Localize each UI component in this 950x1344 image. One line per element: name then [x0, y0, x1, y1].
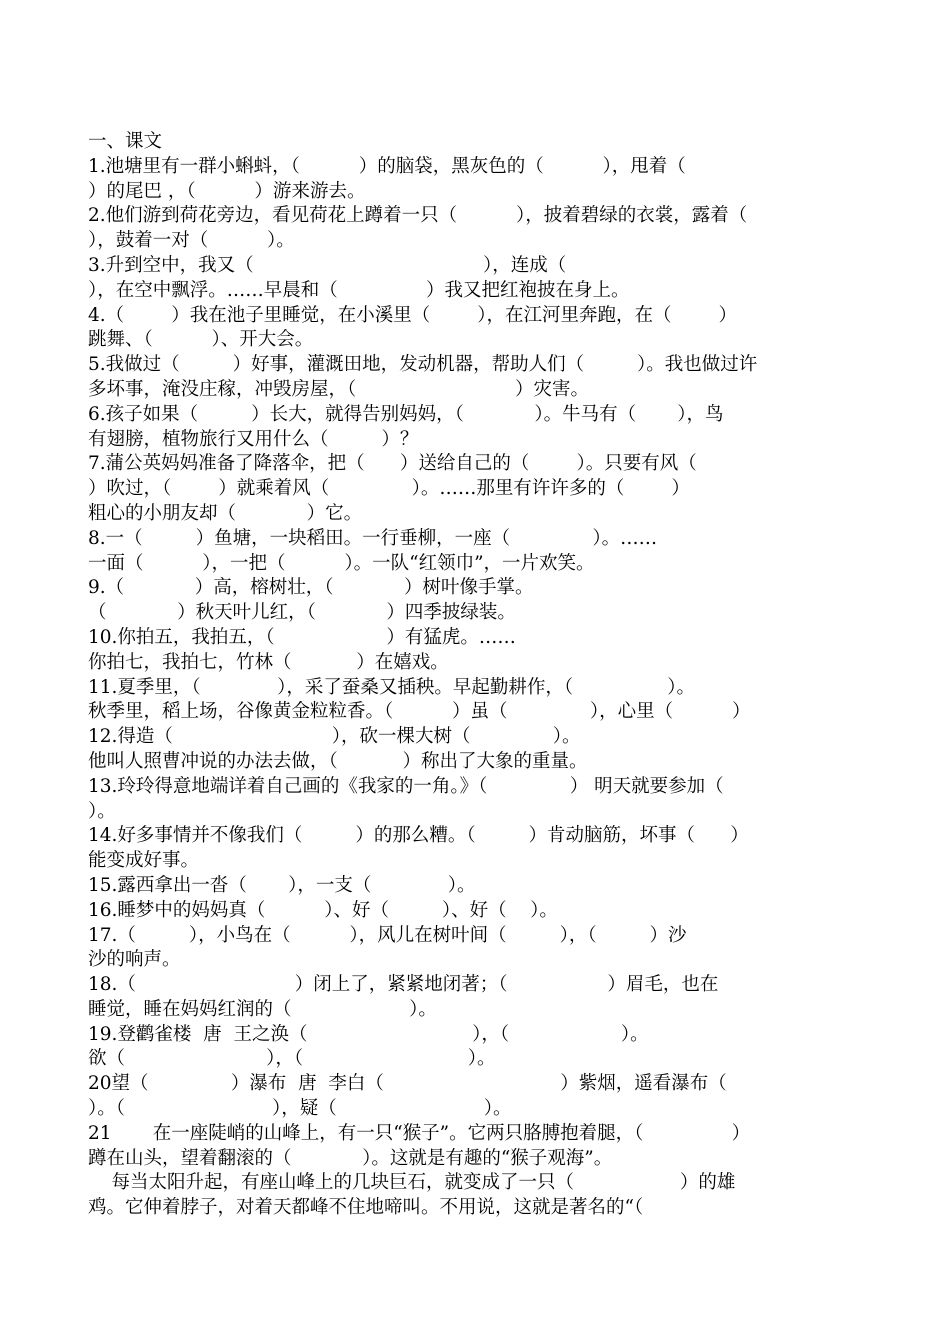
- text-line: 多坏事，淹没庄稼，冲毁房屋，（ ）灾害。: [88, 378, 590, 400]
- text-line: 沙的响声。: [88, 949, 181, 971]
- text-line: 睡觉，睡在妈妈红润的（ ）。: [88, 998, 437, 1020]
- text-line: 21 在一座陡峭的山峰上，有一只“猴子”。它两只胳膊抱着腿，（ ）: [88, 1122, 751, 1144]
- text-line: 秋季里，稻上场，谷像黄金粒粒香。（ ）虽（ ），心里（ ）: [88, 701, 751, 723]
- text-line: 11.夏季里，（ ），采了蚕桑又插秧。早起勤耕作，（ ）。: [88, 676, 695, 698]
- worksheet-lines: [88, 155, 864, 1221]
- text-line: 能变成好事。: [88, 850, 200, 872]
- text-line: 一面（ ），一把（ ）。一队“红领巾”，一片欢笑。: [88, 552, 595, 574]
- text-line: ）吹过，（ ）就乘着风（ ）。……那里有许许多的（ ）: [88, 478, 690, 500]
- text-line: 鸡。它伸着脖子，对着天都峰不住地啼叫。不用说，这就是著名的“（: [88, 1197, 644, 1219]
- text-line: 4.（ ）我在池子里睡觉，在小溪里（ ），在江河里奔跑，在（ ）: [88, 304, 738, 326]
- text-line: 他叫人照曹冲说的办法去做，（ ）称出了大象的重量。: [88, 750, 588, 772]
- text-line: ），鼓着一对（ ）。: [88, 230, 295, 252]
- section-title: 一、课文: [88, 131, 163, 152]
- text-line: 18.（ ）闭上了，紧紧地闭著；（ ）眉毛，也在: [88, 974, 719, 996]
- text-line: 10.你拍五，我拍五，（ ）有猛虎。……: [88, 626, 516, 648]
- text-line: ），在空中飘浮。……早晨和（ ）我又把红袍披在身上。: [88, 279, 630, 301]
- text-line: 粗心的小朋友却（ ）它。: [88, 502, 363, 524]
- text-line: 17.（ ），小鸟在（ ），风儿在树叶间（ ），（ ）沙: [88, 924, 687, 946]
- text-line: 6.孩子如果（ ）长大，就得告别妈妈，（ ）。牛马有（ ），鸟: [88, 403, 724, 425]
- text-line: 9.（ ）高，榕树壮，（ ）树叶像手掌。: [88, 577, 534, 599]
- text-line: 19.登鹳雀楼 唐 王之涣（ ），（ ）。: [88, 1023, 649, 1045]
- text-line: 20望（ ）瀑布 唐 李白（ ）紫烟，遥看瀑布（: [88, 1073, 727, 1095]
- text-line: 14.好多事情并不像我们（ ）的那么糟。（ ）肯动脑筋，坏事（ ）: [88, 825, 749, 847]
- text-line: （ ）秋天叶儿红，（ ）四季披绿装。: [88, 602, 516, 624]
- text-line: 每当太阳升起，有座山峰上的几块巨石，就变成了一只（ ）的雄: [88, 1172, 736, 1194]
- text-line: 3.升到空中，我又（ ），连成（: [88, 254, 567, 276]
- text-line: 8.一（ ）鱼塘，一块稻田。一行垂柳，一座（ ）。……: [88, 527, 658, 549]
- text-line: 跳舞、（ ）、开大会。: [88, 329, 314, 351]
- text-line: 有翅膀，植物旅行又用什么（ ）？: [88, 428, 419, 450]
- text-line: 2.他们游到荷花旁边，看见荷花上蹲着一只（ ），披着碧绿的衣裳，露着（: [88, 205, 748, 227]
- text-line: 12.得造（ ），砍一棵大树（ ）。: [88, 726, 581, 748]
- text-line: 5.我做过（ ）好事，灌溉田地，发动机器，帮助人们（ ）。我也做过许: [88, 354, 758, 376]
- text-line: 蹲在山头，望着翻滚的（ ）。这就是有趣的“猴子观海”。: [88, 1147, 613, 1169]
- text-line: 16.睡梦中的妈妈真（ ）、好（ ）、好（ ）。: [88, 899, 558, 921]
- text-line: 欲（ ），（ ）。: [88, 1048, 496, 1070]
- text-line: 你拍七，我拍七，竹林（ ）在嬉戏。: [88, 651, 449, 673]
- text-line: 1.池塘里有一群小蝌蚪，（ ）的脑袋，黑灰色的（ ），甩着（: [88, 155, 686, 177]
- text-line: ）。（ ），疑（ ）。: [88, 1098, 512, 1120]
- text-line: ）。: [88, 800, 116, 822]
- text-line: 15.露西拿出一沓（ ），一支（ ）。: [88, 874, 476, 896]
- text-line: 7.蒲公英妈妈准备了降落伞，把（ ）送给自己的（ ）。只要有风（: [88, 453, 697, 475]
- text-line: ）的尾巴 ，（ ）游来游去。: [88, 180, 366, 202]
- text-line: 13.玲玲得意地端详着自己画的《我家的一角。》（ ） 明天就要参加（: [88, 775, 724, 797]
- worksheet-page: [88, 130, 864, 1221]
